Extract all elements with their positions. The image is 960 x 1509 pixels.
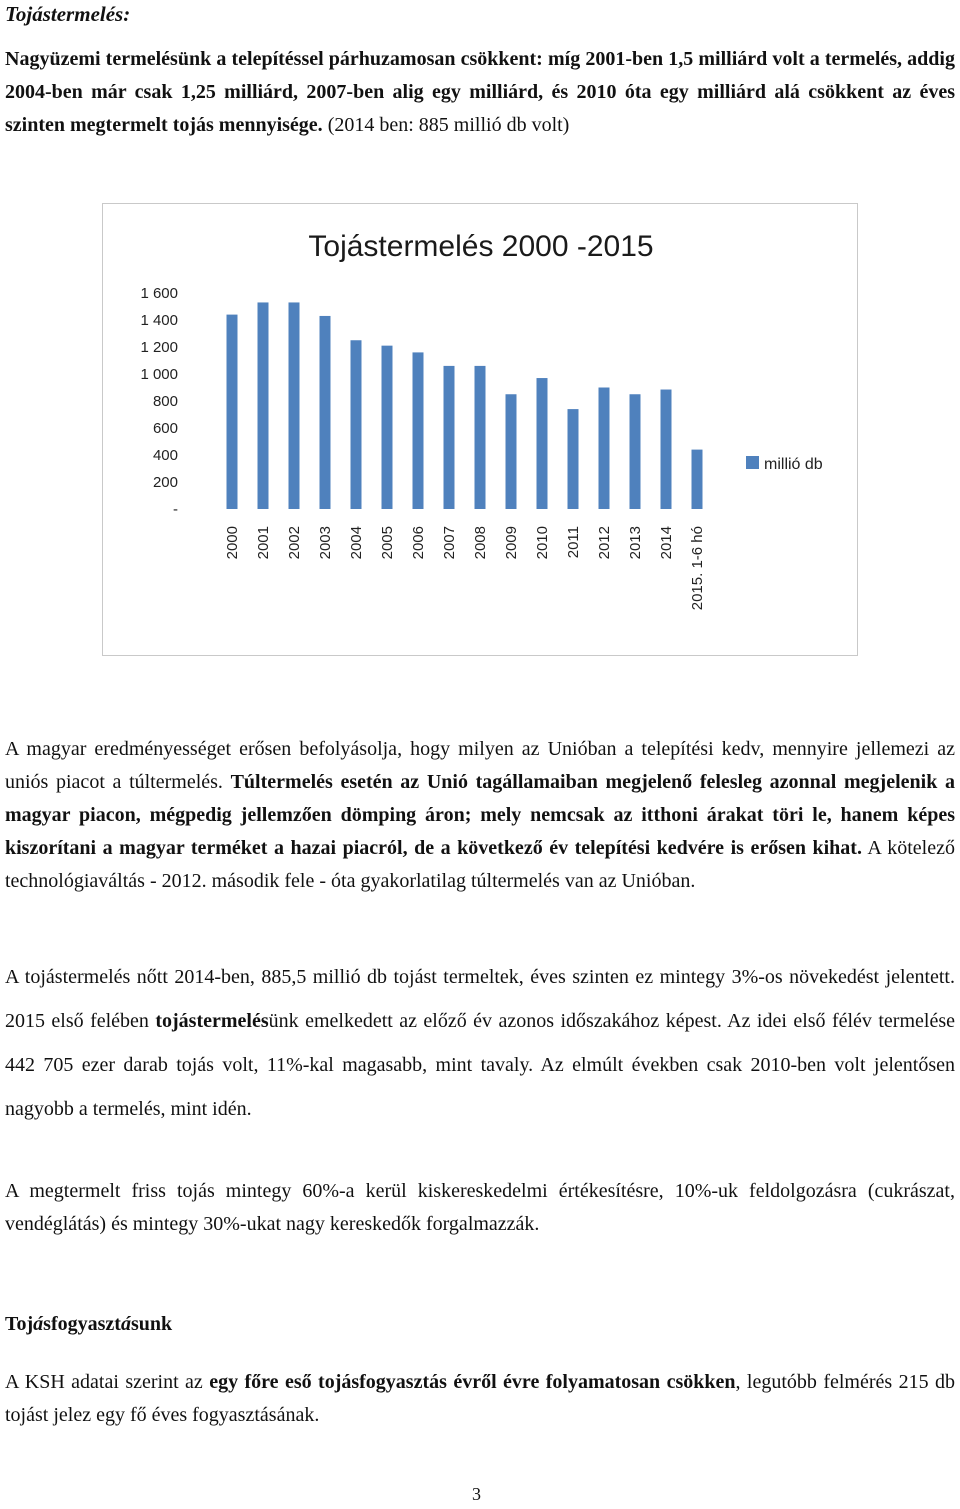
paragraph-production-summary-bold: Nagyüzemi termelésünk a telepítéssel párhuzamosan csökkent: míg 2001-ben 1,5 milliárd volt a termelés, addig 2004-ben már csak 1,25 milliárd, 2007-ben alig egy milliárd, és 2010 óta egy milliárd alá csökkent az éves szinten megtermelt tojás mennyisége. xyxy=(5,48,955,136)
paragraph-consumption-bold: egy főre eső tojásfogyasztás évről évre folyamatosan csökken xyxy=(209,1371,736,1393)
bar-11 xyxy=(568,409,579,509)
x-tick-label: 2005 xyxy=(379,526,396,560)
paragraph-consumption xyxy=(5,1366,955,1432)
bar-13 xyxy=(630,394,641,509)
legend-swatch xyxy=(746,456,759,469)
x-tick-label: 2003 xyxy=(317,526,334,560)
bar-9 xyxy=(506,394,517,509)
bar-7 xyxy=(444,366,455,509)
paragraph-eu-overproduction-intro: A magyar eredményességet erősen befolyásolja, hogy milyen az Unióban a telepítési kedv, mennyire jellemezi az uniós piacot a túltermelés. xyxy=(5,738,955,793)
x-tick-label: 2010 xyxy=(534,526,551,560)
x-tick-label: 2007 xyxy=(441,526,458,560)
x-tick-label: 2015. 1-6 hó xyxy=(689,526,706,611)
x-tick-label: 2011 xyxy=(565,526,582,559)
chart-canvas xyxy=(103,204,859,657)
bar-0 xyxy=(227,315,238,509)
heading-part-3: sfogyaszt xyxy=(43,1313,121,1335)
y-tick-label: 200 xyxy=(152,474,178,491)
y-tick-label: 1 200 xyxy=(140,339,178,356)
bar-6 xyxy=(413,352,424,509)
bar-14 xyxy=(661,390,672,509)
section-heading-egg-production: Tojástermelés: xyxy=(5,2,131,26)
egg-production-chart xyxy=(102,203,858,656)
y-tick-label: 1 400 xyxy=(140,312,178,329)
paragraph-consumption-a: A KSH adatai szerint az xyxy=(5,1371,210,1393)
bar-1 xyxy=(258,302,269,509)
paragraph-consumption-b: , legutóbb felmérés 215 db tojást jelez egy fő éves fogyasztásának. xyxy=(5,1371,955,1426)
y-axis xyxy=(140,285,178,518)
bar-15 xyxy=(692,450,703,509)
y-tick-label: - xyxy=(173,501,178,518)
paragraph-distribution: A megtermelt friss tojás mintegy 60%-a kerül kiskereskedelmi értékesítésre, 10%-uk feldolgozásra (cukrászat, vendéglátás) és mintegy 30%-ukat nagy kereskedők forgalmazzák. xyxy=(5,1180,955,1235)
y-tick-label: 400 xyxy=(152,447,178,464)
paragraph-production-growth xyxy=(5,955,955,1131)
x-tick-label: 2002 xyxy=(286,526,303,560)
paragraph-production-summary-note: (2014 ben: 885 millió db volt) xyxy=(322,114,570,136)
paragraph-eu-overproduction xyxy=(5,733,955,898)
heading-part-5: sunk xyxy=(130,1313,173,1335)
bar-4 xyxy=(351,340,362,509)
x-tick-label: 2012 xyxy=(596,526,613,560)
chart-legend xyxy=(746,456,823,473)
chart-title: Tojástermelés 2000 -2015 xyxy=(308,230,654,263)
x-tick-label: 2004 xyxy=(348,526,365,560)
x-tick-label: 2006 xyxy=(410,526,427,560)
x-axis xyxy=(224,526,706,610)
heading-part-4: á xyxy=(120,1313,131,1335)
bar-8 xyxy=(475,366,486,509)
x-tick-label: 2014 xyxy=(658,526,675,560)
paragraph-production-summary xyxy=(5,43,955,142)
x-tick-label: 2009 xyxy=(503,526,520,560)
bar-12 xyxy=(599,388,610,510)
y-tick-label: 1 000 xyxy=(140,366,178,383)
y-tick-label: 600 xyxy=(152,420,178,437)
paragraph-eu-overproduction-tail: A kötelező technológiaváltás - 2012. második fele - óta gyakorlatilag túltermelés van az Unióban. xyxy=(5,837,955,892)
x-tick-label: 2000 xyxy=(224,526,241,560)
heading-part-1: Toj xyxy=(5,1313,34,1335)
heading-part-2: á xyxy=(33,1313,44,1335)
paragraph-production-growth-a: A tojástermelés nőtt 2014-ben, 885,5 millió db tojást termeltek, éves szinten ez mintegy 3%-os növekedést jelentett. 2015 első felében xyxy=(5,966,955,1032)
paragraph-production-growth-bold: tojástermelés xyxy=(155,1010,269,1032)
bar-10 xyxy=(537,378,548,509)
x-tick-label: 2013 xyxy=(627,526,644,560)
section-heading-egg-consumption xyxy=(5,1313,172,1336)
page-number: 3 xyxy=(472,1484,481,1504)
x-tick-label: 2001 xyxy=(255,526,272,560)
x-tick-label: 2008 xyxy=(472,526,489,560)
y-tick-label: 1 600 xyxy=(140,285,178,302)
bar-3 xyxy=(320,316,331,509)
bar-5 xyxy=(382,346,393,509)
paragraph-production-growth-b: ünk emelkedett az előző év azonos időszakához képest. Az idei első félév termelése 442 705 ezer darab tojás volt, 11%-kal magasabb, mint tavaly. Az elmúlt években csak 2010-ben volt jelentősen nagyobb a termelés, mint idén. xyxy=(5,1010,955,1120)
legend-label: millió db xyxy=(764,456,823,473)
bar-2 xyxy=(289,302,300,509)
y-tick-label: 800 xyxy=(152,393,178,410)
paragraph-eu-overproduction-bold: Túltermelés esetén az Unió tagállamaiban megjelenő felesleg azonnal megjelenik a magyar piacon, mégpedig jellemzően dömping áron; mely nemcsak az itthoni árakat töri le, hanem képes kiszorítani a magyar terméket a hazai piacról, de a következő év telepítési kedvére is erősen kihat. xyxy=(5,771,955,859)
bar-series xyxy=(227,302,703,509)
